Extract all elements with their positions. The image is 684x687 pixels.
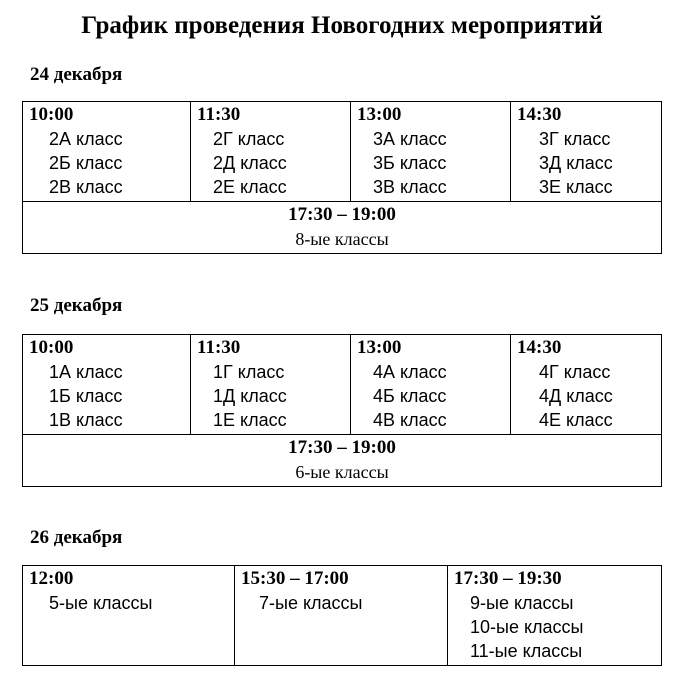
evening-cell xyxy=(23,435,662,487)
slot-cell xyxy=(23,102,191,202)
slot-time: 14:30 xyxy=(517,104,562,125)
slot-time: 17:30 – 19:30 xyxy=(454,568,562,589)
slot-cell xyxy=(351,102,511,202)
table-row xyxy=(23,102,662,202)
class-item: 4Г класс xyxy=(539,362,611,382)
class-item: 1А класс xyxy=(49,362,123,382)
class-item: 10-ые классы xyxy=(470,617,584,637)
class-item: 4Е класс xyxy=(539,410,613,430)
page-title: График проведения Новогодних мероприятий xyxy=(81,12,603,39)
slot-cell xyxy=(191,102,351,202)
class-item: 1Г класс xyxy=(213,362,285,382)
slot-cell xyxy=(351,335,511,435)
slot-time: 15:30 – 17:00 xyxy=(241,568,349,589)
class-item: 4В класс xyxy=(373,410,447,430)
slot-time: 10:00 xyxy=(29,104,74,125)
class-item: 1В класс xyxy=(49,410,123,430)
schedule-table-26 xyxy=(22,565,662,666)
class-item: 2Е класс xyxy=(213,177,287,197)
class-item: 2Б класс xyxy=(49,153,123,173)
table-row xyxy=(23,435,662,487)
class-item: 4Б класс xyxy=(373,386,447,406)
slot-cell xyxy=(23,335,191,435)
evening-cell xyxy=(23,202,662,254)
slot-time: 11:30 xyxy=(197,104,241,125)
table-row xyxy=(23,335,662,435)
day-label-24: 24 декабря xyxy=(30,64,123,85)
schedule-table-25 xyxy=(22,334,662,487)
slot-cell xyxy=(511,335,662,435)
class-item: 3Д класс xyxy=(539,153,613,173)
schedule-table-24 xyxy=(22,101,662,254)
class-item: 4Д класс xyxy=(539,386,613,406)
class-item: 3В класс xyxy=(373,177,447,197)
evening-time: 17:30 – 19:00 xyxy=(288,204,396,225)
table-row xyxy=(23,202,662,254)
slot-cell xyxy=(191,335,351,435)
class-item: 1Е класс xyxy=(213,410,287,430)
slot-cell xyxy=(23,566,235,666)
class-item: 2Д класс xyxy=(213,153,287,173)
class-item: 4А класс xyxy=(373,362,447,382)
class-item: 5-ые классы xyxy=(49,593,153,613)
class-item: 1Д класс xyxy=(213,386,287,406)
slot-time: 10:00 xyxy=(29,337,74,358)
slot-cell xyxy=(235,566,448,666)
evening-classes: 8-ые классы xyxy=(295,229,389,249)
table-row xyxy=(23,566,662,666)
class-item: 3Е класс xyxy=(539,177,613,197)
class-item: 3Г класс xyxy=(539,129,611,149)
class-item: 7-ые классы xyxy=(259,593,363,613)
class-item: 3Б класс xyxy=(373,153,447,173)
class-item: 3А класс xyxy=(373,129,447,149)
day-label-25: 25 декабря xyxy=(30,295,123,316)
class-item: 1Б класс xyxy=(49,386,123,406)
evening-classes: 6-ые классы xyxy=(295,462,389,482)
class-item: 9-ые классы xyxy=(470,593,574,613)
slot-cell xyxy=(448,566,662,666)
class-item: 2В класс xyxy=(49,177,123,197)
evening-time: 17:30 – 19:00 xyxy=(288,437,396,458)
class-item: 2А класс xyxy=(49,129,123,149)
slot-time: 12:00 xyxy=(29,568,74,589)
slot-time: 11:30 xyxy=(197,337,241,358)
slot-time: 13:00 xyxy=(357,104,402,125)
slot-cell xyxy=(511,102,662,202)
class-item: 2Г класс xyxy=(213,129,285,149)
slot-time: 13:00 xyxy=(357,337,402,358)
day-label-26: 26 декабря xyxy=(30,527,123,548)
class-item: 11-ые классы xyxy=(470,641,583,661)
slot-time: 14:30 xyxy=(517,337,562,358)
